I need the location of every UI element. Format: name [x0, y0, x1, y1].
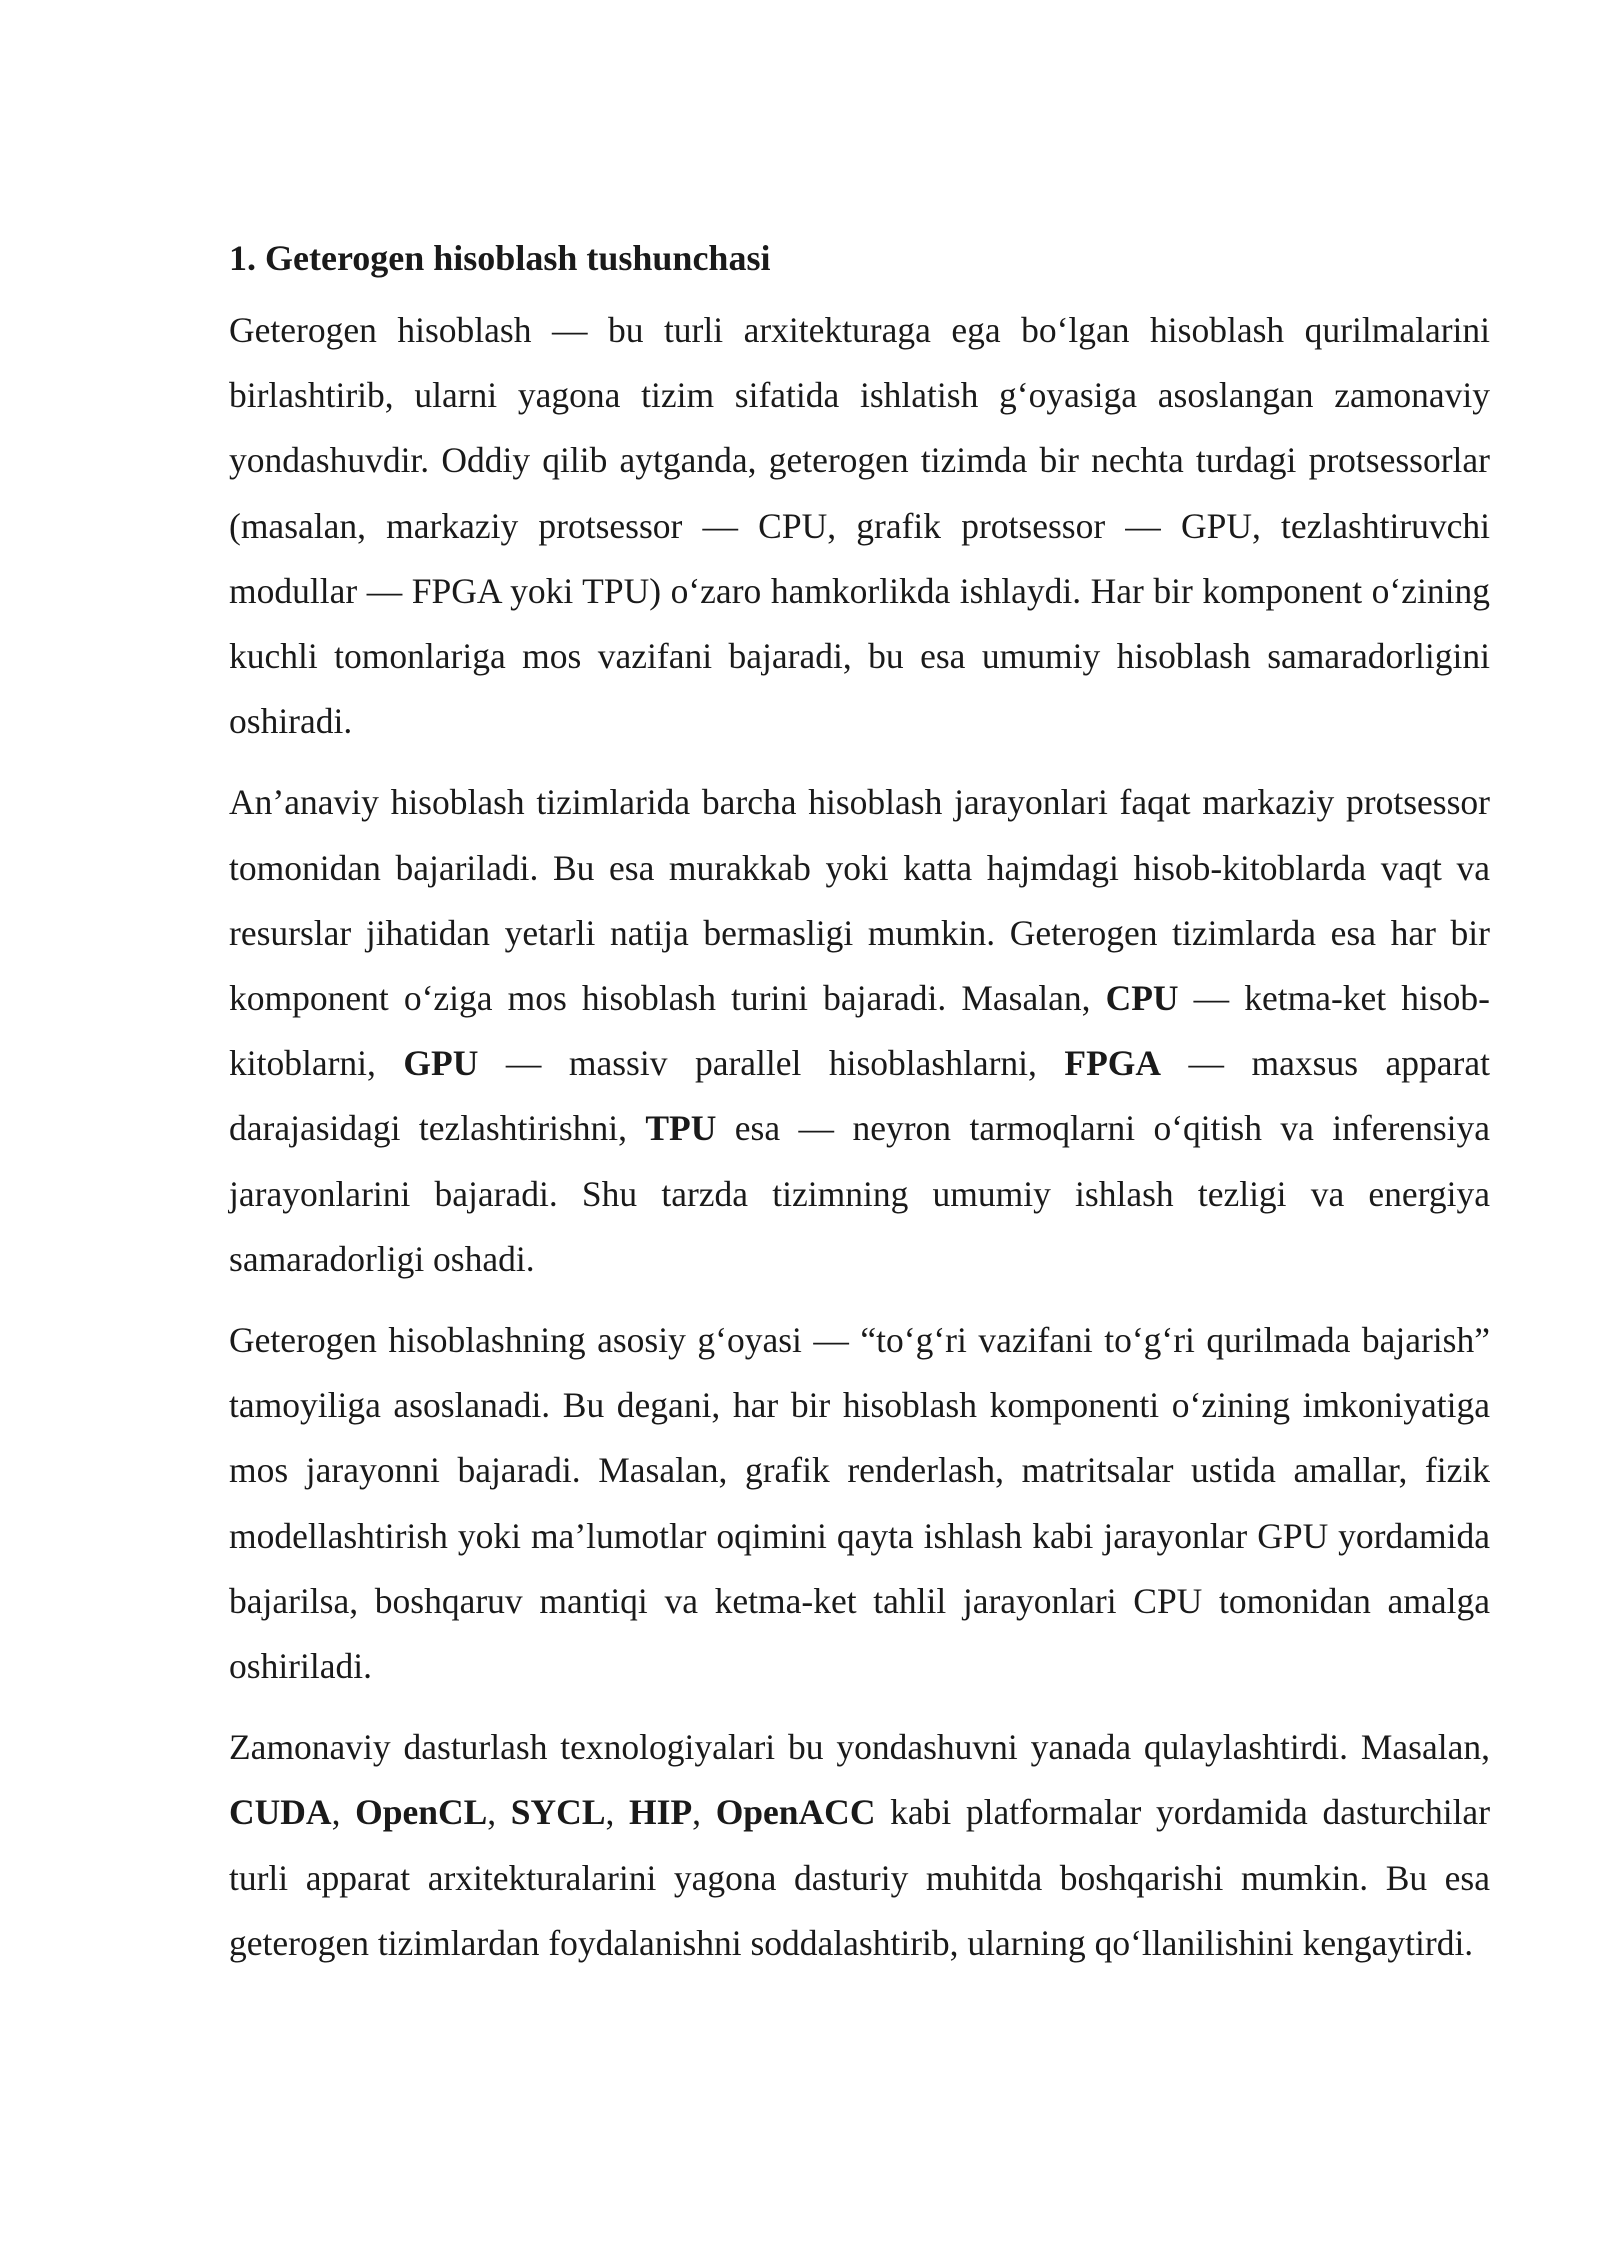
paragraph-text: Zamonaviy dasturlash texnologiyalari bu yondashuvni yanada qulaylashtirdi. Masalan, — [229, 1727, 1490, 1768]
separator-text: , — [605, 1792, 630, 1833]
paragraph-definition — [229, 298, 1490, 754]
paragraph-text: Geterogen hisoblash — bu turli arxitekturaga ega bo‘lgan hisoblash qurilmalarini birlashtirib, ularni yagona tizim sifatida ishlatish g‘oyasiga asoslangan zamonaviy yondashuvdir. Oddiy qilib aytganda, geterogen tizimda bir nechta turdagi protsessorlar (masalan, markaziy protsessor — CPU, grafik protsessor — GPU, tezlashtiruvchi modullar — FPGA yoki TPU) o‘zaro hamkorlikda ishlaydi. Har bir komponent o‘zining kuchli tomonlariga mos vazifani bajaradi, bu esa umumiy hisoblash samaradorligini oshiradi. — [229, 310, 1490, 742]
bold-term-tpu: TPU — [645, 1108, 717, 1149]
paragraph-text: esa — neyron tarmoqlarni o‘qitish va inferensiya jarayonlarini bajaradi. Shu tarzda tizimning umumiy ishlash tezligi va energiya samaradorligi oshadi. — [229, 1108, 1491, 1279]
separator-text: , — [331, 1792, 356, 1833]
bold-term-gpu: GPU — [403, 1043, 479, 1084]
paragraph-text: — maxsus apparat darajasidagi tezlashtirishni, — [229, 1043, 1490, 1149]
paragraph-text: Geterogen hisoblashning asosiy g‘oyasi — “to‘g‘ri vazifani to‘g‘ri qurilmada bajarish” tamoyiliga asoslanadi. Bu degani, har bir hisoblash komponenti o‘zining imkoniyatiga mos jarayonni bajaradi. Masalan, grafik renderlash, matritsalar ustida amallar, fizik modellashtirish yoki ma’lumotlar oqimini qayta ishlash kabi jarayonlar GPU yordamida bajarilsa, boshqaruv mantiqi va ketma-ket tahlil jarayonlari CPU tomonidan amalga oshiriladi. — [229, 1320, 1490, 1687]
bold-term-hip: HIP — [629, 1792, 693, 1833]
separator-text: , — [692, 1792, 716, 1833]
paragraph-text: An’anaviy hisoblash tizimlarida barcha hisoblash jarayonlari faqat markaziy protsessor tomonidan bajariladi. Bu esa murakkab yoki katta hajmdagi hisob-kitoblarda vaqt va resurslar jihatidan yetarli natija bermasligi mumkin. Geterogen tizimlarda esa har bir komponent o‘ziga mos hisoblash turini bajaradi. Masalan, — [229, 782, 1490, 1019]
paragraph-text: kabi platformalar yordamida dasturchilar turli apparat arxitekturalarini yagona dasturiy muhitda boshqarishi mumkin. Bu esa geterogen tizimlardan foydalanishni soddalashtirib, ularning qo‘llanilishini kengaytirdi. — [229, 1792, 1491, 1963]
paragraph-programming-technologies — [229, 1715, 1490, 1976]
paragraph-traditional-vs-heterogeneous — [229, 770, 1490, 1292]
bold-term-sycl: SYCL — [510, 1792, 606, 1833]
bold-term-fpga: FPGA — [1064, 1043, 1162, 1084]
paragraph-text: — massiv parallel hisoblashlarni, — [478, 1043, 1065, 1084]
section-heading: 1. Geterogen hisoblash tushunchasi — [229, 238, 771, 278]
bold-term-cuda: CUDA — [229, 1792, 332, 1833]
bold-term-cpu: CPU — [1105, 978, 1179, 1019]
bold-term-opencl: OpenCL — [355, 1792, 488, 1833]
document-page — [229, 228, 1490, 1992]
bold-term-openacc: OpenACC — [715, 1792, 876, 1833]
paragraph-core-idea — [229, 1308, 1490, 1699]
separator-text: , — [487, 1792, 511, 1833]
paragraph-text: — ketma-ket hisob-kitoblarni, — [229, 978, 1490, 1084]
